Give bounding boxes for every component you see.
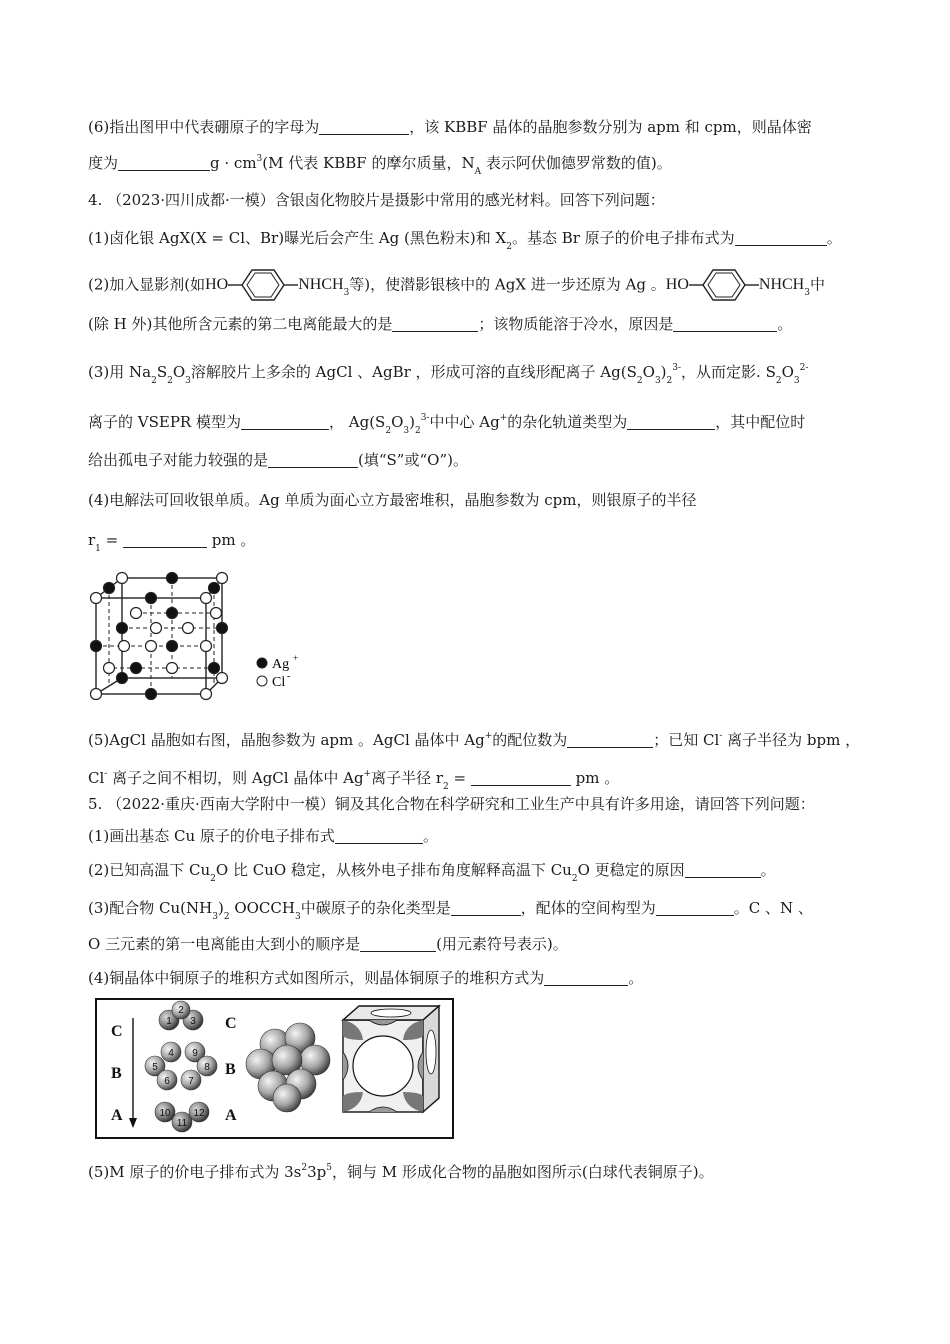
superscript: 3 [256, 154, 263, 164]
text: 表示阿伏伽德罗常数的值)。 [481, 154, 672, 172]
text: O [642, 363, 655, 381]
answer-blank[interactable] [319, 119, 409, 135]
subscript: 3 [654, 376, 661, 386]
layer-b-label-right: B [225, 1061, 236, 1078]
text: (用元素符号表示)。 [436, 935, 568, 953]
subscript: 2 [210, 874, 216, 884]
q4-part2-line2 [88, 314, 792, 334]
subscript: 3 [804, 288, 810, 298]
text: ，配体的空间构型为 [520, 899, 656, 917]
q3-part6-line2 [88, 149, 672, 182]
q4-part3-line3 [88, 450, 468, 470]
text: 的配位数为 [492, 731, 568, 749]
text: (1)卤化银 AgX(X = Cl、Br)曝光后会产生 Ag (黑色粉末)和 X [88, 229, 507, 247]
text: (5)AgCl 晶胞如右图，晶胞参数为 apm 。AgCl 晶体中 Ag [88, 731, 485, 749]
molecule-repeat [666, 268, 810, 303]
text: (填“S”或“O”)。 [358, 451, 468, 469]
question-title: 5. （2022·重庆·西南大学附中一模）铜及其化合物在科学研究和工业生产中具有许多用途，请回答下列问题： [88, 795, 815, 813]
answer-blank[interactable] [118, 155, 210, 171]
superscript: + [484, 731, 493, 741]
text: pm 。 [570, 769, 620, 787]
text: S [626, 363, 637, 381]
text: 。 [422, 827, 438, 845]
text: ，该 KBBF 晶体的晶胞参数分别为 apm 和 cpm，则晶体密 [409, 118, 812, 136]
text: ，从而定影. S [681, 363, 776, 381]
subscript: 2 [636, 376, 643, 386]
text: (3)配合物 Cu [88, 899, 181, 917]
superscript: + [363, 769, 372, 779]
q4-part1 [88, 228, 842, 257]
answer-blank[interactable] [123, 532, 207, 548]
text: 离子的 VSEPR 模型为 [88, 413, 241, 431]
text: OOCCH [229, 899, 295, 917]
answer-blank[interactable] [268, 452, 358, 468]
superscript: - [719, 731, 723, 741]
q5-part4 [88, 968, 643, 988]
subscript: 2 [506, 242, 512, 252]
layer-c-label-right: C [225, 1015, 237, 1032]
ball-label: 9 [192, 1048, 198, 1059]
text: 。 [760, 861, 776, 879]
subscript: 1 [95, 544, 101, 554]
mol-ho: HO [665, 276, 689, 293]
superscript: 5 [326, 1163, 333, 1173]
subscript: A [474, 167, 482, 177]
answer-blank[interactable] [735, 230, 827, 246]
q5-part3-line1: (3)配合物 $Cu(NH_3)_2$ $OOCCH_3$中碳原子的杂化类型是 ，配体的空间构型为 。C 、N 、 [88, 899, 813, 922]
mol-nhch: NHCH [758, 276, 805, 293]
text: r [88, 531, 96, 549]
text: O [391, 413, 404, 431]
text: 3p [307, 1163, 327, 1181]
subscript: 2 [385, 426, 392, 436]
answer-blank[interactable] [451, 900, 521, 916]
answer-blank[interactable] [567, 732, 653, 748]
text: g · cm [210, 154, 257, 172]
text: O [781, 363, 794, 381]
text: 离子半径为 bpm ， [722, 731, 861, 749]
q5-part3-line2 [88, 934, 568, 954]
text: pm 。 [207, 531, 256, 549]
text: = [448, 769, 471, 787]
legend-ag-label: Ag [272, 657, 290, 672]
copper-stacking-figure [95, 998, 455, 1140]
text: 离子半径 r [371, 769, 444, 787]
q4-part5-line2 [88, 764, 619, 797]
layer-b-label: B [111, 1065, 122, 1082]
text: (2)已知高温下 Cu [88, 861, 211, 879]
developer-molecule [205, 268, 349, 303]
text: 给出孤电子对能力较强的是 [88, 451, 269, 469]
benzene-ring-icon [689, 268, 759, 302]
subscript: 3 [185, 376, 191, 386]
answer-blank[interactable] [360, 936, 436, 952]
ball-label: 6 [164, 1076, 170, 1087]
ball-label: 8 [204, 1062, 210, 1073]
answer-blank[interactable] [544, 970, 628, 986]
text: O 更稳定的原因 [577, 861, 685, 879]
benzene-ring-icon [228, 268, 298, 302]
text: (除 H 外)其他所含元素的第二电离能最大的是 [88, 315, 393, 333]
subscript: 2 [666, 376, 673, 386]
superscript: 3- [672, 363, 682, 373]
text: (4)铜晶体中铜原子的堆积方式如图所示，则晶体铜原子的堆积方式为 [88, 969, 545, 987]
mol-nhch: NHCH [298, 276, 344, 293]
fcc-cube-icon [343, 1006, 439, 1112]
text: 。 [826, 229, 842, 247]
q5-part1 [88, 826, 438, 846]
subscript: 2 [571, 874, 578, 884]
q4-part3-line1: (3)用 $Na_2S_2O_3$溶解胶片上多余的 AgCl 、AgBr ，形成可溶的直线形配离子 $Ag(S_2O_3)_2^{3-}$，从而定影. $S_2O_3^{2-}$ [88, 363, 809, 386]
text: 。 [628, 969, 644, 987]
q4-part5-line1 [88, 726, 860, 750]
text: ，其中配位时 [715, 413, 806, 431]
text: 。 [777, 315, 793, 333]
ag-legend-icon [257, 658, 267, 668]
subscript: 3 [212, 912, 218, 922]
answer-blank[interactable] [627, 414, 715, 430]
superscript: 2- [799, 363, 809, 373]
text: 。C 、N 、 [733, 899, 813, 917]
agcl-unit-cell-figure [86, 568, 316, 708]
answer-blank[interactable] [656, 900, 734, 916]
answer-blank[interactable] [673, 316, 777, 332]
q4-part4-line2 [88, 530, 255, 559]
ball-label: 1 [166, 1016, 172, 1027]
text: 的杂化轨道类型为 [507, 413, 628, 431]
legend-cl-charge: - [287, 671, 291, 682]
q5-part2 [88, 860, 776, 889]
layer-c-label: C [111, 1023, 123, 1040]
answer-blank[interactable] [335, 828, 423, 844]
text: 中碳原子的杂化类型是 [300, 899, 451, 917]
superscript: - [104, 769, 108, 779]
text: = [100, 531, 124, 549]
ball-label: 3 [190, 1016, 196, 1027]
ball-label: 2 [178, 1005, 184, 1016]
subscript: 2 [223, 912, 230, 922]
text: S [156, 363, 168, 381]
text: 中 [809, 275, 825, 294]
text: (6)指出图甲中代表硼原子的字母为 [88, 118, 320, 136]
q5-title [88, 794, 815, 814]
text: 等)，使潜影银核中的 AgX 进一步还原为 Ag 。 [349, 275, 666, 294]
answer-blank[interactable] [241, 414, 329, 430]
legend-cl-label: Cl [272, 675, 286, 690]
text: ；该物质能溶于冷水，原因是 [478, 315, 674, 333]
superscript: 2 [301, 1163, 308, 1173]
text: O [172, 363, 186, 381]
subscript: 3 [403, 426, 410, 436]
answer-blank[interactable] [471, 770, 571, 786]
text: 离子之间不相切，则 AgCl 晶体中 Ag [107, 769, 364, 787]
text: O 比 CuO 稳定，从核外电子排布角度解释高温下 Cu [215, 861, 572, 879]
legend-ag-charge: + [293, 653, 299, 663]
ball-label: 11 [176, 1118, 188, 1129]
ball-label: 4 [168, 1048, 174, 1059]
text: NH [186, 899, 213, 917]
text: O 三元素的第一电离能由大到小的顺序是 [88, 935, 361, 953]
subscript: 3 [793, 376, 800, 386]
text: Cl [88, 769, 105, 787]
text: (1)画出基态 Cu 原子的价电子排布式 [88, 827, 335, 845]
q4-part2-line1 [88, 268, 825, 303]
subscript: 3 [343, 288, 350, 298]
text: (M 代表 KBBF 的摩尔质量，N [262, 154, 475, 172]
superscript: 3- [420, 413, 430, 423]
text: 中中心 Ag [429, 413, 500, 431]
q3-part6-line1 [88, 117, 812, 137]
text: (3)用 Na [88, 363, 152, 381]
text: ；已知 Cl [653, 731, 720, 749]
question-title: 4. （2023·四川成都·一模）含银卤化物胶片是摄影中常用的感光材料。回答下列问题： [88, 191, 665, 209]
subscript: 2 [443, 782, 449, 792]
answer-blank[interactable] [392, 316, 478, 332]
text: 。基态 Br 原子的价电子排布式为 [511, 229, 735, 247]
q5-part5 [88, 1158, 714, 1182]
ball-label: 7 [188, 1076, 194, 1087]
ball-label: 10 [159, 1108, 171, 1119]
subscript: 2 [414, 426, 421, 436]
q4-part3-line2: 离子的 VSEPR 模型为 ， $Ag(S_2O_3)_2^{3-}$中中心 Ag+的杂化轨道类型为 ，其中配位时 [88, 413, 806, 436]
ball-label: 12 [193, 1108, 205, 1119]
subscript: 2 [775, 376, 782, 386]
text: 度为 [88, 154, 119, 172]
text: ，铜与 M 形成化合物的晶胞如图所示(白球代表铜原子)。 [332, 1163, 714, 1181]
answer-blank[interactable] [685, 862, 761, 878]
mol-ho: HO [205, 276, 229, 293]
layer-a-label: A [111, 1107, 123, 1124]
text: S [375, 413, 386, 431]
layer-a-label-right: A [225, 1107, 237, 1124]
subscript: 2 [151, 376, 157, 386]
ball-label: 5 [152, 1062, 158, 1073]
subscript: 3 [294, 912, 301, 922]
text: (5)M 原子的价电子排布式为 3s [88, 1163, 302, 1181]
superscript: + [499, 413, 508, 423]
text: (2)加入显影剂(如 [88, 275, 206, 294]
text: ， Ag [328, 413, 370, 431]
cl-legend-icon [257, 676, 267, 686]
text: 溶解胶片上多余的 AgCl 、AgBr ，形成可溶的直线形配离子 Ag [190, 363, 621, 381]
subscript: 2 [167, 376, 173, 386]
q4-title [88, 190, 665, 210]
text: (4)电解法可回收银单质。Ag 单质为面心立方最密堆积，晶胞参数为 cpm，则银原子的半径 [88, 491, 697, 509]
q4-part4-line1 [88, 490, 696, 510]
